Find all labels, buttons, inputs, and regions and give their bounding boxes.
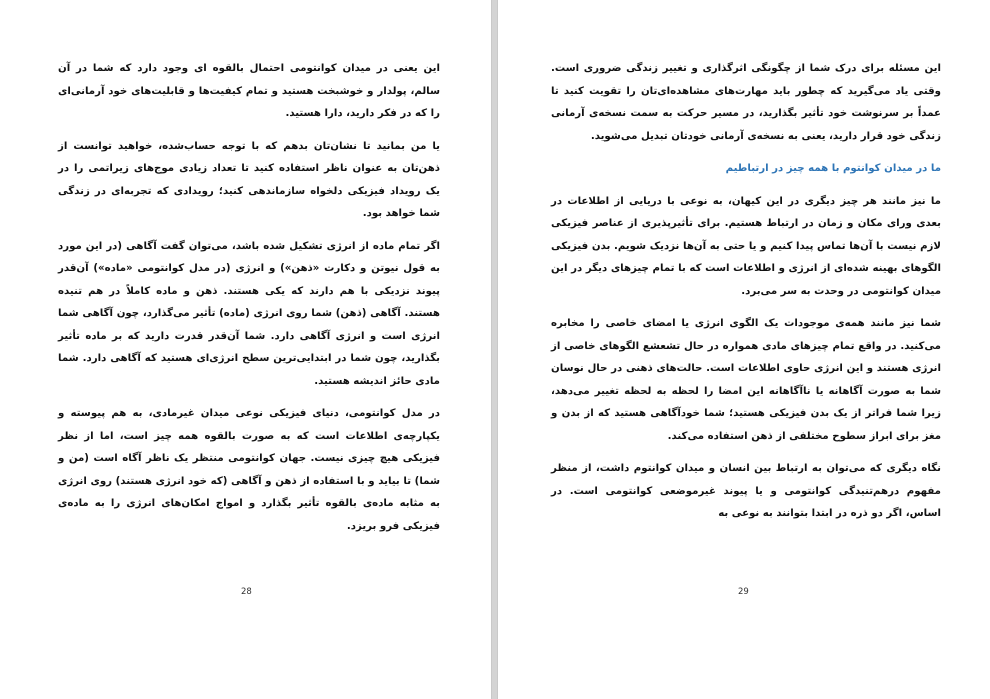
paragraph: این یعنی در میدان کوانتومی احتمال بالقوه ای وجود دارد که شما در آن سالم، پولدار و خوشبخت هستید و تمام کیفیت‌ها و قابلیت‌های خود آرمانی‌ای را که در فکر دارید، دارا هستید. <box>58 63 440 119</box>
page-28-body <box>58 58 440 548</box>
page-28 <box>0 0 492 699</box>
page-29 <box>497 0 990 699</box>
section-heading: ما در میدان کوانتوم با همه چیز در ارتباطیم <box>725 163 941 174</box>
page-number: 28 <box>241 587 252 597</box>
paragraph: اگر تمام ماده از انرژی تشکیل شده باشد، می‌توان گفت آگاهی (در این مورد به قول نیوتن و دکارت «ذهن») و انرژی (در مدل کوانتومی «ماده») آن‌قدر پیوند نزدیکی با هم دارند که یکی هستند. ذهن و ماده کاملاً در هم تنیده هستند. آگاهی (ذهن) شما روی انرژی (ماده) تأثیر می‌گذارد، چون آگاهی شما انرژی است و انرژی آگاهی دارد. شما آن‌قدر قدرت دارید که بر ماده تأثیر بگذارید، چون شما در ابتدایی‌ترین سطح انرژی‌ای هستید که آگاهی دارد. شما مادی حائز اندیشه هستید. <box>58 240 440 387</box>
paragraph: ما نیز مانند هر چیز دیگری در این کیهان، به نوعی با دریایی از اطلاعات در بعدی ورای مکان و زمان در ارتباط هستیم. برای تأثیرپذیری از عناصر فیزیکی لازم نیست با آن‌ها تماس پیدا کنیم و یا حتی به آن‌ها نزدیک شویم. بدن فیزیکی الگوهای بهینه شده‌ای از انرژی و اطلاعات است که با تمام چیزهای دیگر در این میدان کوانتومی در وحدت به سر می‌برد. <box>551 195 941 297</box>
paragraph: شما نیز مانند همه‌ی موجودات یک الگوی انرژی یا امضای خاصی را مخابره می‌کنید. در واقع تمام چیزهای مادی همواره در حال تشعشع الگوهای خاصی از انرژی هستند و این انرژی حاوی اطلاعات است. حالت‌های ذهنی در حال نوسان شما به صورت آگاهانه یا ناآگاهانه این امضا را لحظه به لحظه تغییر می‌دهد، زیرا شما فراتر از یک بدن فیزیکی هستید؛ شما خودآگاهی هستید که از بدن و مغز برای ابراز سطوح مختلفی از ذهن استفاده می‌کند. <box>551 318 941 442</box>
paragraph: نگاه دیگری که می‌توان به ارتباط بین انسان و میدان کوانتوم داشت، از منظر مفهوم درهم‌تنیدگی کوانتومی و یا پیوند غیرموضعی کوانتومی است. در اساس، اگر دو ذره در ابتدا بتوانند به نوعی به <box>551 463 941 519</box>
page-29-body <box>551 58 941 536</box>
page-number: 29 <box>738 587 749 597</box>
paragraph: یا من بمانید تا نشان‌تان بدهم که با توجه حساب‌شده، خواهید توانست از ذهن‌تان به عنوان ناظر استفاده کنید تا تعداد زیادی موج‌های زیراتمی را در یک رویداد فیزیکی دلخواه سازماندهی کنید؛ رویدادی که تجربه‌ای در زندگی شما خواهد بود. <box>58 140 440 219</box>
paragraph: این مسئله برای درک شما از چگونگی اثرگذاری و تغییر زندگی ضروری است. وقتی یاد می‌گیرید که چطور باید مهارت‌های مشاهده‌ای‌تان را تقویت کنید تا عمداً بر سرنوشت خود تأثیر بگذارید، در مسیر حرکت به سمت نسخه‌ی آرمانی زندگی خود قرار دارید، یعنی به نسخه‌ی آرمانی خودتان تبدیل می‌شوید. <box>551 63 941 142</box>
paragraph: در مدل کوانتومی، دنیای فیزیکی نوعی میدان غیرمادی، به هم پیوسته و یکپارچه‌ی اطلاعات است که به صورت بالقوه همه چیز است، اما از نظر فیزیکی هیچ چیزی نیست. جهان کوانتومی منتظر یک ناظر آگاه است (من و شما) تا بیاید و با استفاده از ذهن و آگاهی (که خود انرژی هستند) روی انرژی به مثابه ماده‌ی بالقوه تأثیر بگذارد و امواج امکان‌های انرژی را به ماده‌ی فیزیکی فرو بریزد. <box>58 408 440 532</box>
